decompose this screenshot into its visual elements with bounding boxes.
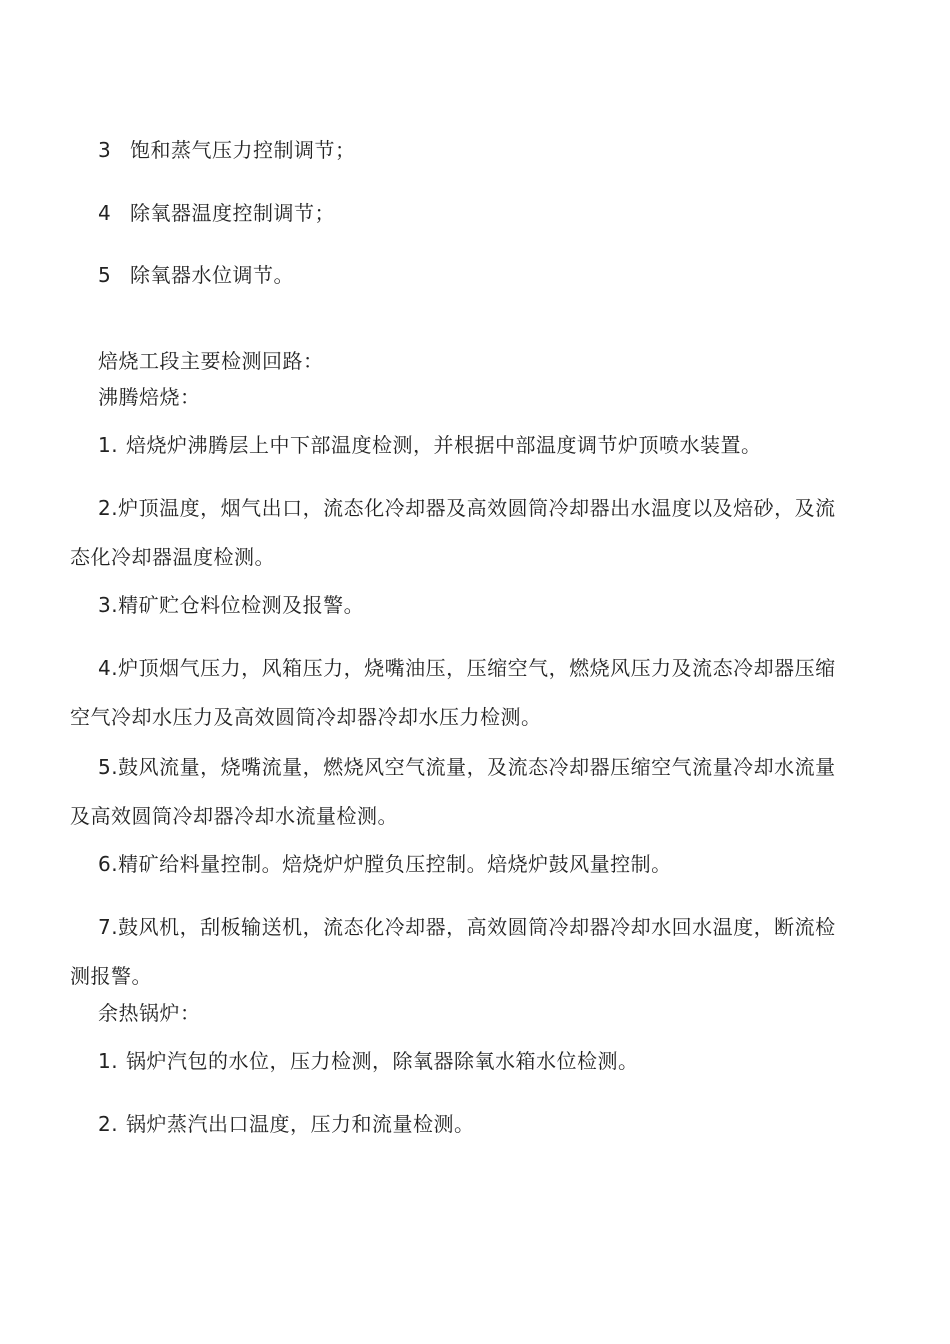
list-item-number: 5. [98,755,119,779]
list-item-number: 6. [98,852,119,876]
list-item-number: 3. [98,593,119,617]
list-item [98,1111,475,1137]
list-item-number: 1. [98,1049,119,1073]
list-item [98,754,836,780]
list-item-text: 锅炉蒸汽出口温度，压力和流量检测。 [126,1112,475,1136]
list-item-continuation: 态化冷却器温度检测。 [70,545,275,569]
list-item-number: 2. [98,1112,119,1136]
list-item-text: 精矿贮仓料位检测及报警。 [118,593,365,617]
list-item-number: 5 [98,263,112,287]
subsection-title-boiler: 余热锅炉： [98,1001,201,1025]
list-item-text: 除氧器温度控制调节； [130,201,335,225]
list-item-number: 4. [98,656,119,680]
list-item [98,200,335,226]
list-item [98,914,836,940]
list-item-number: 7. [98,915,119,939]
list-item-text: 焙烧炉沸腾层上中下部温度检测，并根据中部温度调节炉顶喷水装置。 [126,433,762,457]
subsection-title-boiling: 沸腾焙烧： [98,385,201,409]
list-item [98,655,836,681]
list-item [98,495,836,521]
list-item [98,262,294,288]
list-item [98,592,364,618]
list-item-text: 鼓风流量，烧嘴流量，燃烧风空气流量，及流态冷却器压缩空气流量冷却水流量 [118,755,836,779]
list-item [98,1048,639,1074]
list-item-number: 2. [98,496,119,520]
list-item-text: 炉顶温度，烟气出口，流态化冷却器及高效圆筒冷却器出水温度以及焙砂，及流 [118,496,836,520]
list-item-text: 饱和蒸气压力控制调节； [130,138,356,162]
list-item-continuation: 测报警。 [70,964,152,988]
list-item-text: 锅炉汽包的水位，压力检测，除氧器除氧水箱水位检测。 [126,1049,639,1073]
list-item [98,851,672,877]
list-item-number: 1. [98,433,119,457]
list-item-text: 炉顶烟气压力，风箱压力，烧嘴油压，压缩空气，燃烧风压力及流态冷却器压缩 [118,656,836,680]
list-item [98,137,356,163]
list-item-text: 除氧器水位调节。 [130,263,294,287]
list-item-number: 4 [98,201,112,225]
list-item-text: 精矿给料量控制。焙烧炉炉膛负压控制。焙烧炉鼓风量控制。 [118,852,672,876]
list-item-continuation: 及高效圆筒冷却器冷却水流量检测。 [70,804,398,828]
list-item-text: 鼓风机，刮板输送机，流态化冷却器，高效圆筒冷却器冷却水回水温度，断流检 [118,915,836,939]
list-item-number: 3 [98,138,112,162]
section-title: 焙烧工段主要检测回路： [98,349,324,373]
list-item [98,432,762,458]
list-item-continuation: 空气冷却水压力及高效圆筒冷却器冷却水压力检测。 [70,705,542,729]
